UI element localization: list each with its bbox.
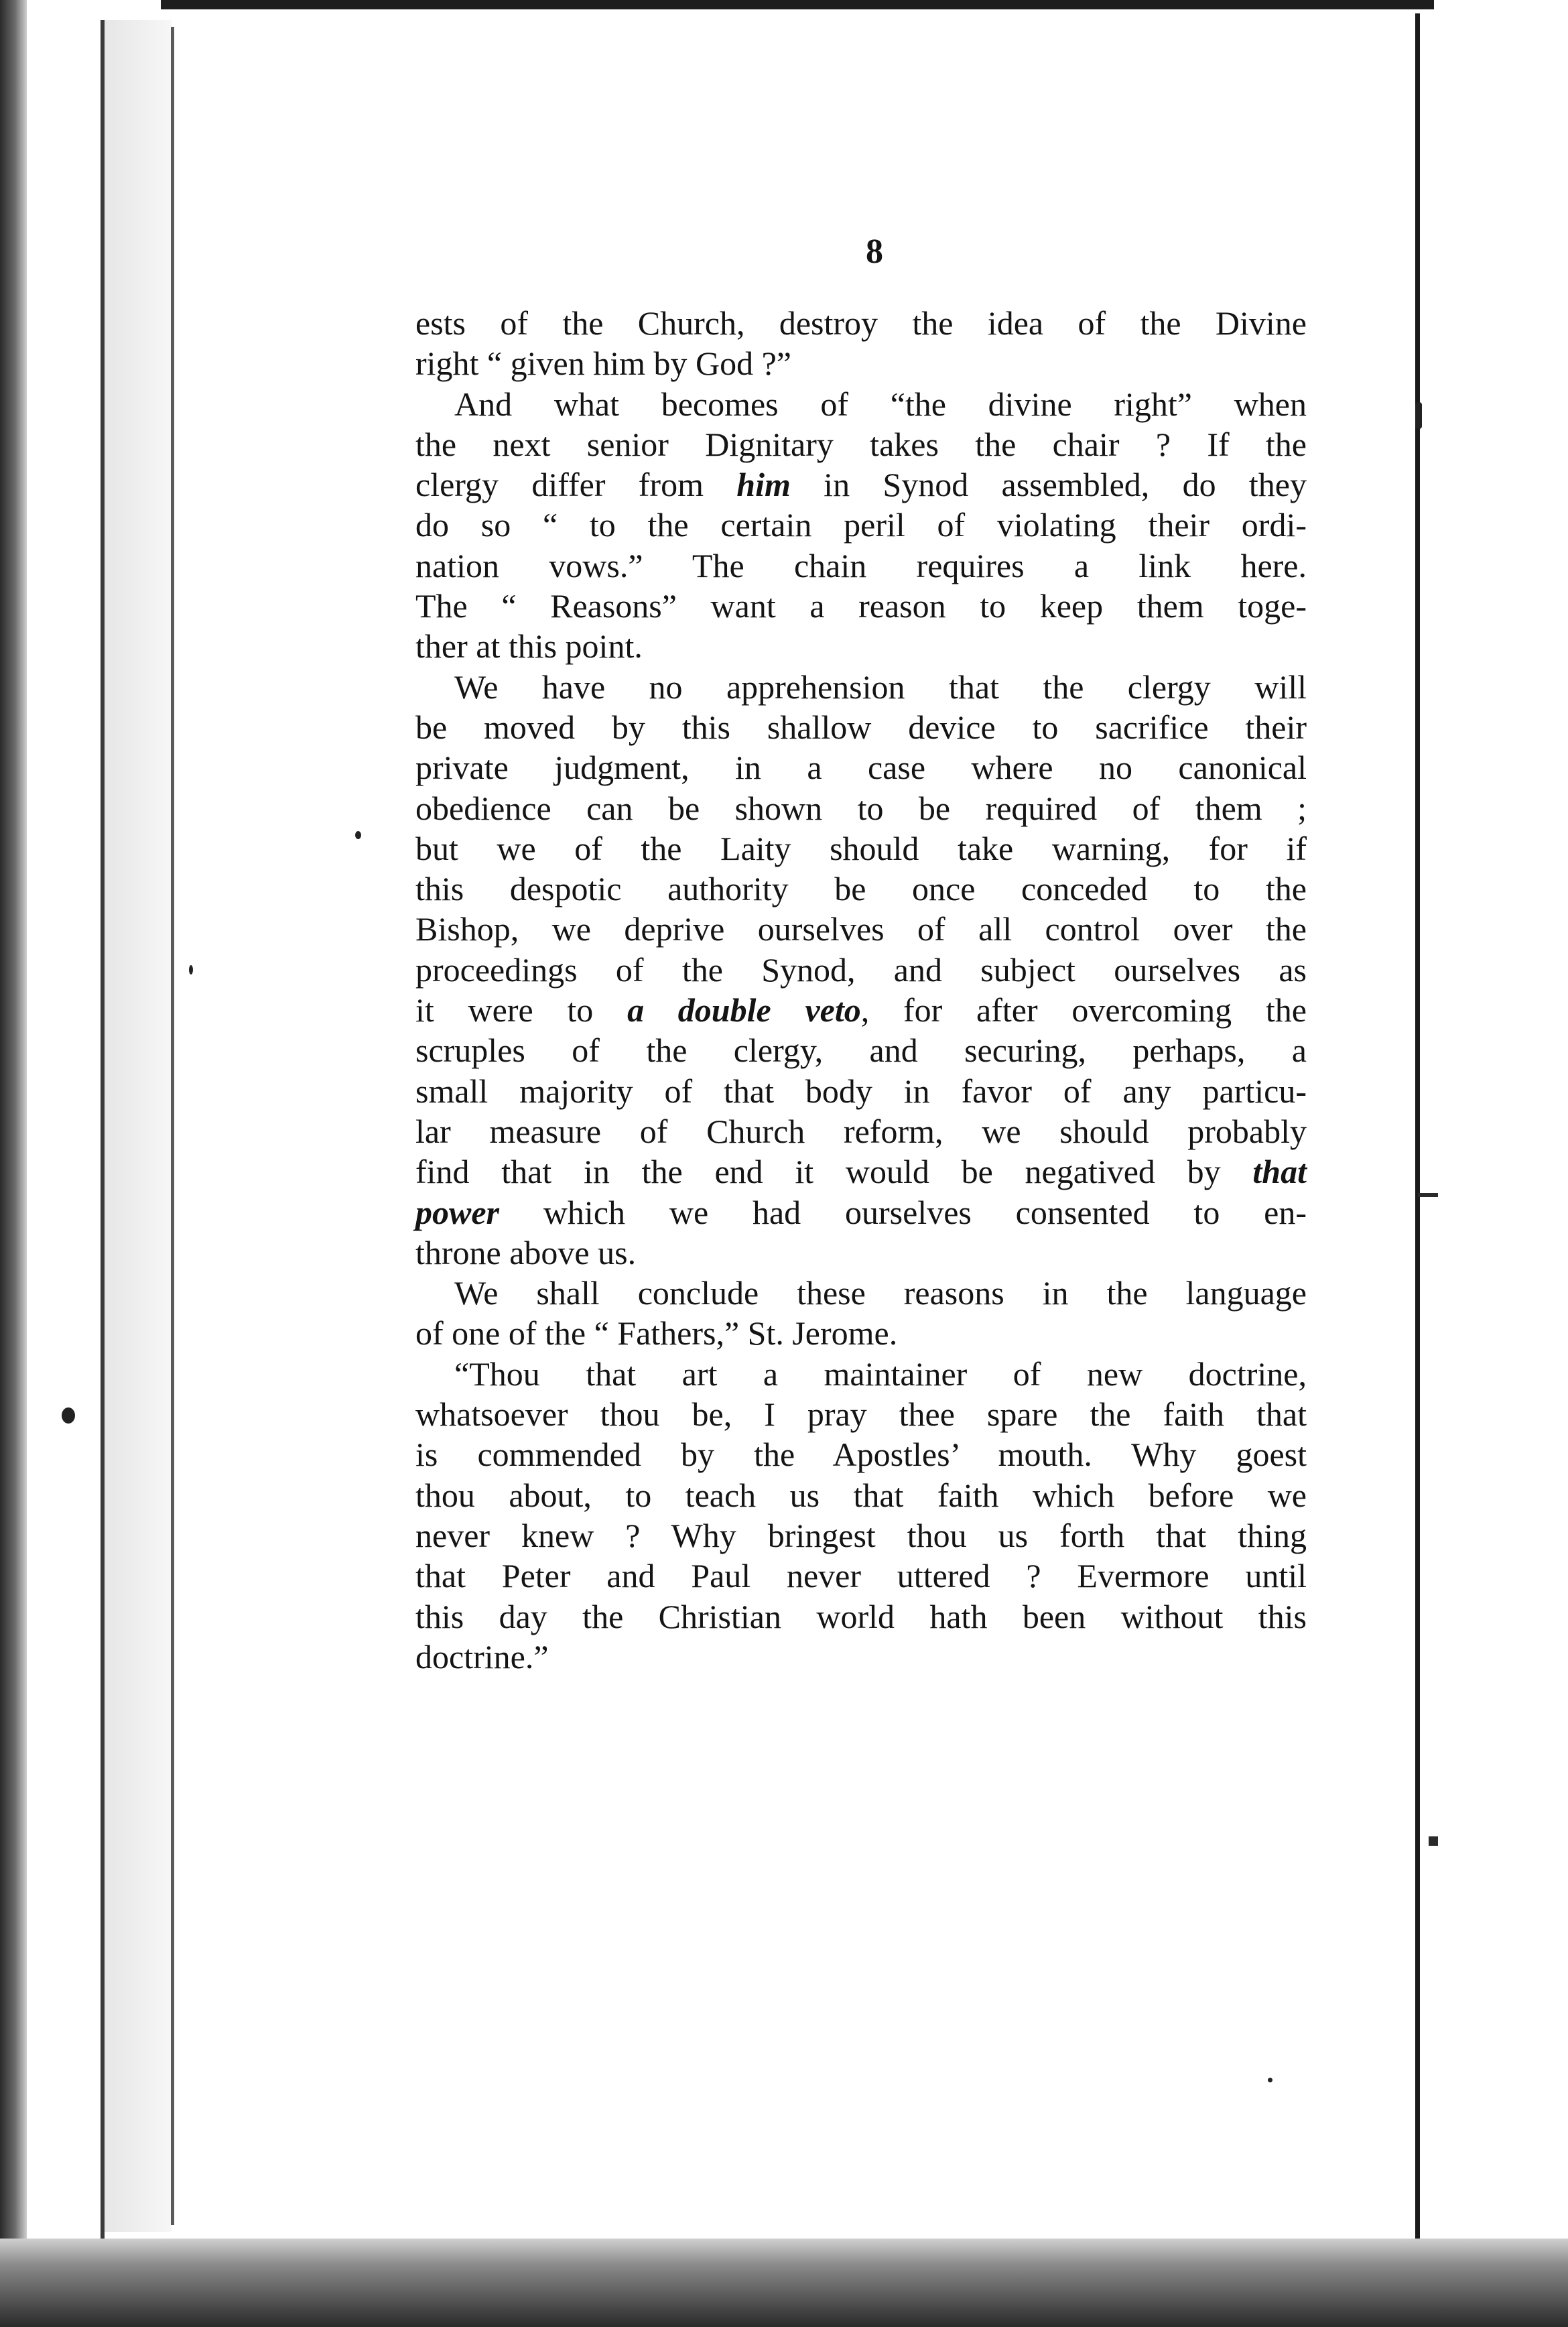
- text-line: [415, 1273, 1307, 1313]
- page-number: 8: [866, 233, 883, 271]
- text-line: [415, 788, 1307, 828]
- text-line: [415, 909, 1307, 949]
- text-run: whatsoever thou be, I pray thee spare the faith that: [415, 1395, 1307, 1434]
- ink-speck: [189, 965, 193, 974]
- scan-left-edge: [0, 0, 27, 2327]
- text-line: [415, 505, 1307, 545]
- text-run: that Peter and Paul never uttered ? Evermore until: [415, 1557, 1307, 1595]
- scan-left-border-line: [101, 20, 105, 2239]
- text-run: We have no apprehension that the clergy will: [454, 668, 1307, 706]
- text-line: [415, 747, 1307, 788]
- text-run: “Thou that art a maintainer of new doctrine,: [454, 1355, 1307, 1393]
- text-run: The “ Reasons” want a reason to keep them toge-: [415, 587, 1307, 625]
- text-run: this despotic authority be once conceded to the: [415, 870, 1307, 908]
- right-edge-mark: [1418, 1193, 1438, 1197]
- ink-speck: [355, 831, 361, 839]
- text-run: right “ given him by God ?”: [415, 344, 791, 383]
- text-run: find that in the end it would be negatived by: [415, 1153, 1253, 1191]
- text-line: [415, 1111, 1307, 1151]
- italic-text: a double veto: [627, 991, 861, 1029]
- text-run: throne above us.: [415, 1233, 637, 1271]
- text-run: this day the Christian world hath been without this: [415, 1597, 1307, 1635]
- text-line: [415, 1313, 1307, 1353]
- text-run: do so “ to the certain peril of violating their ordi-: [415, 506, 1307, 544]
- text-run: it were to: [415, 991, 628, 1029]
- text-line: [415, 990, 1307, 1030]
- text-run: And what becomes of “the divine right” when: [454, 385, 1307, 423]
- text-run: lar measure of Church reform, we should probably: [415, 1112, 1307, 1150]
- text-line: [415, 1233, 1307, 1273]
- body-text: [415, 303, 1307, 1677]
- text-line: [415, 1434, 1307, 1474]
- text-line: [415, 424, 1307, 464]
- text-run: ther at this point.: [415, 627, 643, 666]
- text-run: in Synod assembled, do they: [790, 466, 1307, 504]
- ink-speck: [62, 1407, 75, 1424]
- text-run: of one of the “ Fathers,” St. Jerome.: [415, 1314, 898, 1353]
- text-line: [415, 303, 1307, 343]
- book-gutter: [105, 20, 172, 2232]
- text-run: the next senior Dignitary takes the chair ? If the: [415, 425, 1307, 463]
- text-run: , for after overcoming the: [860, 991, 1307, 1029]
- scan-bottom-edge: [0, 2239, 1568, 2327]
- text-run: ests of the Church, destroy the idea of the Divine: [415, 304, 1307, 342]
- text-line: [415, 1394, 1307, 1434]
- ink-speck: [1415, 402, 1422, 429]
- text-line: [415, 586, 1307, 626]
- right-margin: [1420, 13, 1568, 2245]
- text-line: [415, 869, 1307, 909]
- scan-top-edge: [161, 0, 1434, 9]
- text-line: [415, 828, 1307, 869]
- text-line: [415, 667, 1307, 707]
- text-run: We shall conclude these reasons in the language: [454, 1274, 1307, 1312]
- text-line: [415, 546, 1307, 586]
- text-line: [415, 1637, 1307, 1677]
- scan-right-border-line: [1415, 13, 1420, 2265]
- text-run: small majority of that body in favor of any particu-: [415, 1072, 1307, 1110]
- text-run: obedience can be shown to be required of them ;: [415, 789, 1307, 827]
- text-run: never knew ? Why bringest thou us forth that thing: [415, 1516, 1307, 1554]
- text-line: [415, 384, 1307, 424]
- italic-text: power: [415, 1193, 499, 1231]
- text-run: clergy differ from: [415, 466, 737, 504]
- text-run: which we had ourselves consented to en-: [499, 1193, 1307, 1231]
- text-line: [415, 1475, 1307, 1515]
- italic-text: him: [736, 466, 791, 504]
- text-line: [415, 1030, 1307, 1070]
- text-run: thou about, to teach us that faith which before we: [415, 1476, 1307, 1514]
- ink-speck: [1268, 2078, 1272, 2082]
- text-run: nation vows.” The chain requires a link here.: [415, 546, 1307, 584]
- text-line: [415, 1071, 1307, 1111]
- text-run: be moved by this shallow device to sacrifice their: [415, 708, 1307, 746]
- right-edge-mark: [1429, 1836, 1438, 1846]
- text-line: [415, 626, 1307, 666]
- text-line: [415, 1354, 1307, 1394]
- text-line: [415, 1515, 1307, 1556]
- text-line: [415, 950, 1307, 990]
- text-line: [415, 1151, 1307, 1192]
- text-run: Bishop, we deprive ourselves of all control over the: [415, 910, 1307, 948]
- text-run: doctrine.”: [415, 1637, 549, 1676]
- text-line: [415, 707, 1307, 747]
- scan-inner-border-line: [171, 27, 174, 2225]
- text-line: [415, 1192, 1307, 1233]
- text-line: [415, 1556, 1307, 1596]
- text-line: [415, 1596, 1307, 1637]
- text-line: [415, 464, 1307, 505]
- text-run: scruples of the clergy, and securing, perhaps, a: [415, 1031, 1307, 1070]
- text-run: private judgment, in a case where no canonical: [415, 749, 1307, 787]
- text-run: is commended by the Apostles’ mouth. Why goest: [415, 1436, 1307, 1474]
- text-run: but we of the Laity should take warning, for if: [415, 829, 1307, 867]
- italic-text: that: [1252, 1153, 1307, 1191]
- text-line: [415, 343, 1307, 383]
- text-run: proceedings of the Synod, and subject ourselves as: [415, 950, 1307, 989]
